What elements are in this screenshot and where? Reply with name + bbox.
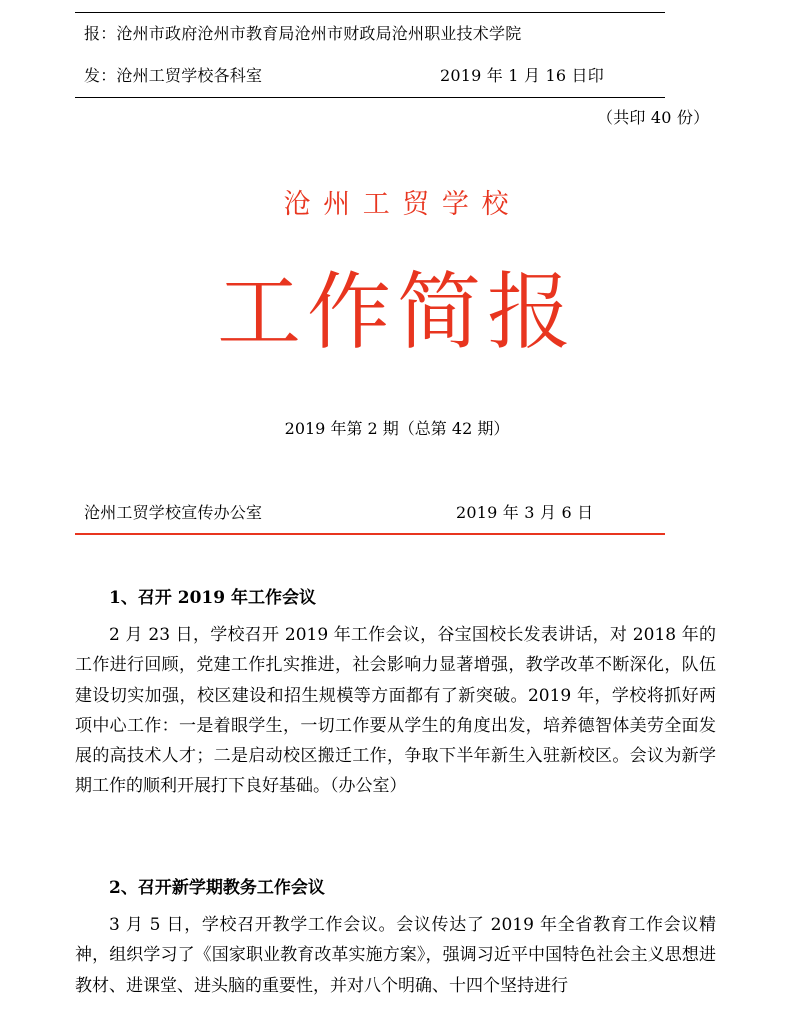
- bulletin-title: 工作简报: [216, 263, 577, 361]
- school-name: 沧 州 工 贸 学 校: [283, 189, 511, 220]
- section-heading: 2、召开新学期教务工作会议: [109, 878, 325, 898]
- copies-count: （共印 40 份）: [597, 108, 710, 127]
- section-body: 3 月 5 日，学校召开教学工作会议。会议传达了 2019 年全省教育工作会议精神，组织学习了《国家职业教育改革实施方案》，强调习近平中国特色社会主义思想进教材、进课堂、进头脑的重要性，并对八个明确、十四个坚持进行: [75, 915, 716, 996]
- issuing-office: 沧州工贸学校宣传办公室: [84, 503, 263, 522]
- distribution-bottom-rule: [75, 97, 665, 98]
- report-to-line: 报：沧州市政府沧州市教育局沧州市财政局沧州职业技术学院: [84, 24, 522, 43]
- top-rule: [75, 12, 665, 13]
- issue-number: 2019 年第 2 期（总第 42 期）: [284, 419, 510, 438]
- send-to-line: 发：沧州工贸学校各科室: [84, 66, 263, 85]
- section-body: 2 月 23 日，学校召开 2019 年工作会议，谷宝国校长发表讲话，对 2018 年的工作进行回顾，党建工作扎实推进，社会影响力显著增强，教学改革不断深化，队伍建设切实加强，校区建设和招生规模等方面都有了新突破。2019 年，学校将抓好两项中心工作：一是着眼学生，一切工作要从学生的角度出发，培养德智体美劳全面发展的高技术人才；二是启动校区搬迁工作，争取下半年新生入驻新校区。会议为新学期工作的顺利开展打下良好基础。（办公室）: [75, 625, 716, 797]
- section-heading: 1、召开 2019 年工作会议: [109, 588, 316, 608]
- masthead-red-rule: [75, 533, 665, 535]
- print-date: 2019 年 1 月 16 日印: [440, 66, 604, 85]
- issue-date: 2019 年 3 月 6 日: [456, 503, 594, 522]
